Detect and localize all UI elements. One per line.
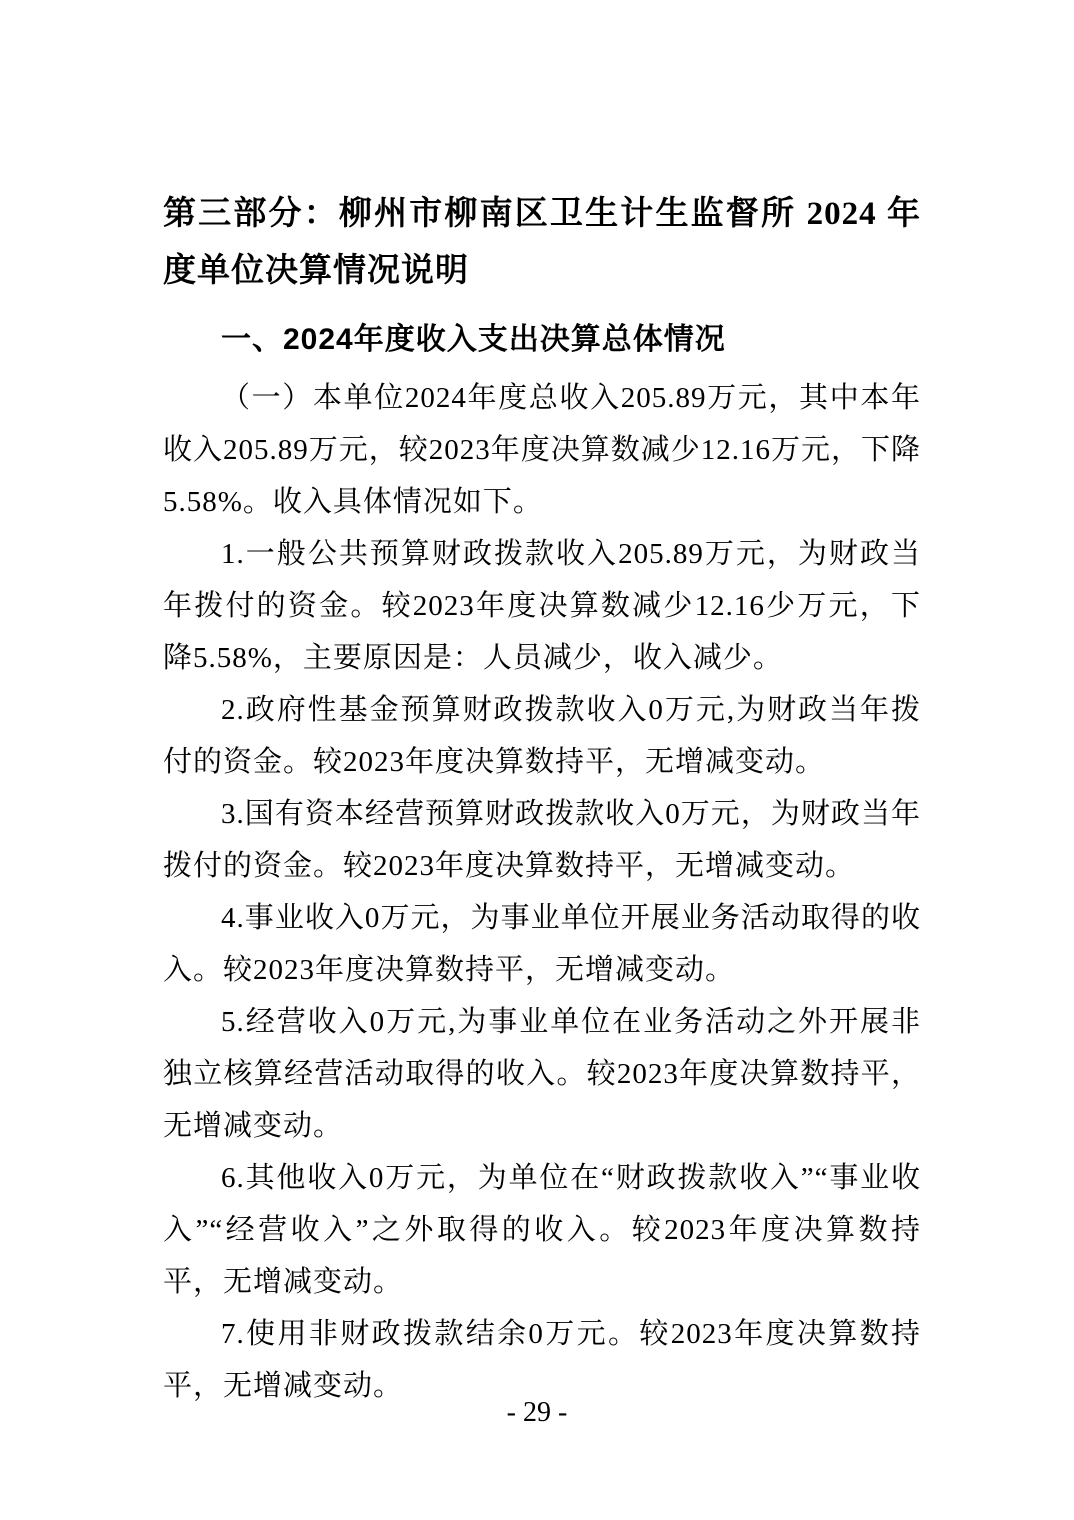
paragraph-general-public-budget: 1.一般公共预算财政拨款收入205.89万元，为财政当年拨付的资金。较2023年度决算数减少12.16少万元，下降5.58%，主要原因是：人员减少，收入减少。 [163, 538, 921, 674]
section-heading: 一、2024年度收入支出决算总体情况 [221, 323, 726, 356]
page-footer [0, 1396, 1074, 1430]
paragraph-operating-income: 5.经营收入0万元,为事业单位在业务活动之外开展非独立核算经营活动取得的收入。较2023年度决算数持平，无增减变动。 [163, 1006, 921, 1142]
paragraph-income-overview: （一）本单位2024年度总收入205.89万元，其中本年收入205.89万元，较2023年度决算数减少12.16万元，下降5.58%。收入具体情况如下。 [163, 382, 922, 518]
document-title: 第三部分：柳州市柳南区卫生计生监督所 2024 年度单位决算情况说明 [163, 196, 921, 289]
paragraph-other-income: 6.其他收入0万元，为单位在“财政拨款收入”“事业收入”“经营收入”之外取得的收入。较2023年度决算数持平，无增减变动。 [163, 1162, 921, 1298]
paragraph-government-fund: 2.政府性基金预算财政拨款收入0万元,为财政当年拨付的资金。较2023年度决算数持平，无增减变动。 [163, 694, 921, 778]
paragraph-non-fiscal-balance: 7.使用非财政拨款结余0万元。较2023年度决算数持平，无增减变动。 [163, 1318, 921, 1402]
page-number: - 29 - [506, 1397, 568, 1428]
document-content [163, 186, 921, 1412]
paragraph-state-capital: 3.国有资本经营预算财政拨款收入0万元，为财政当年拨付的资金。较2023年度决算数持平，无增减变动。 [163, 798, 921, 882]
paragraph-institution-income: 4.事业收入0万元，为事业单位开展业务活动取得的收入。较2023年度决算数持平，无增减变动。 [163, 902, 921, 986]
